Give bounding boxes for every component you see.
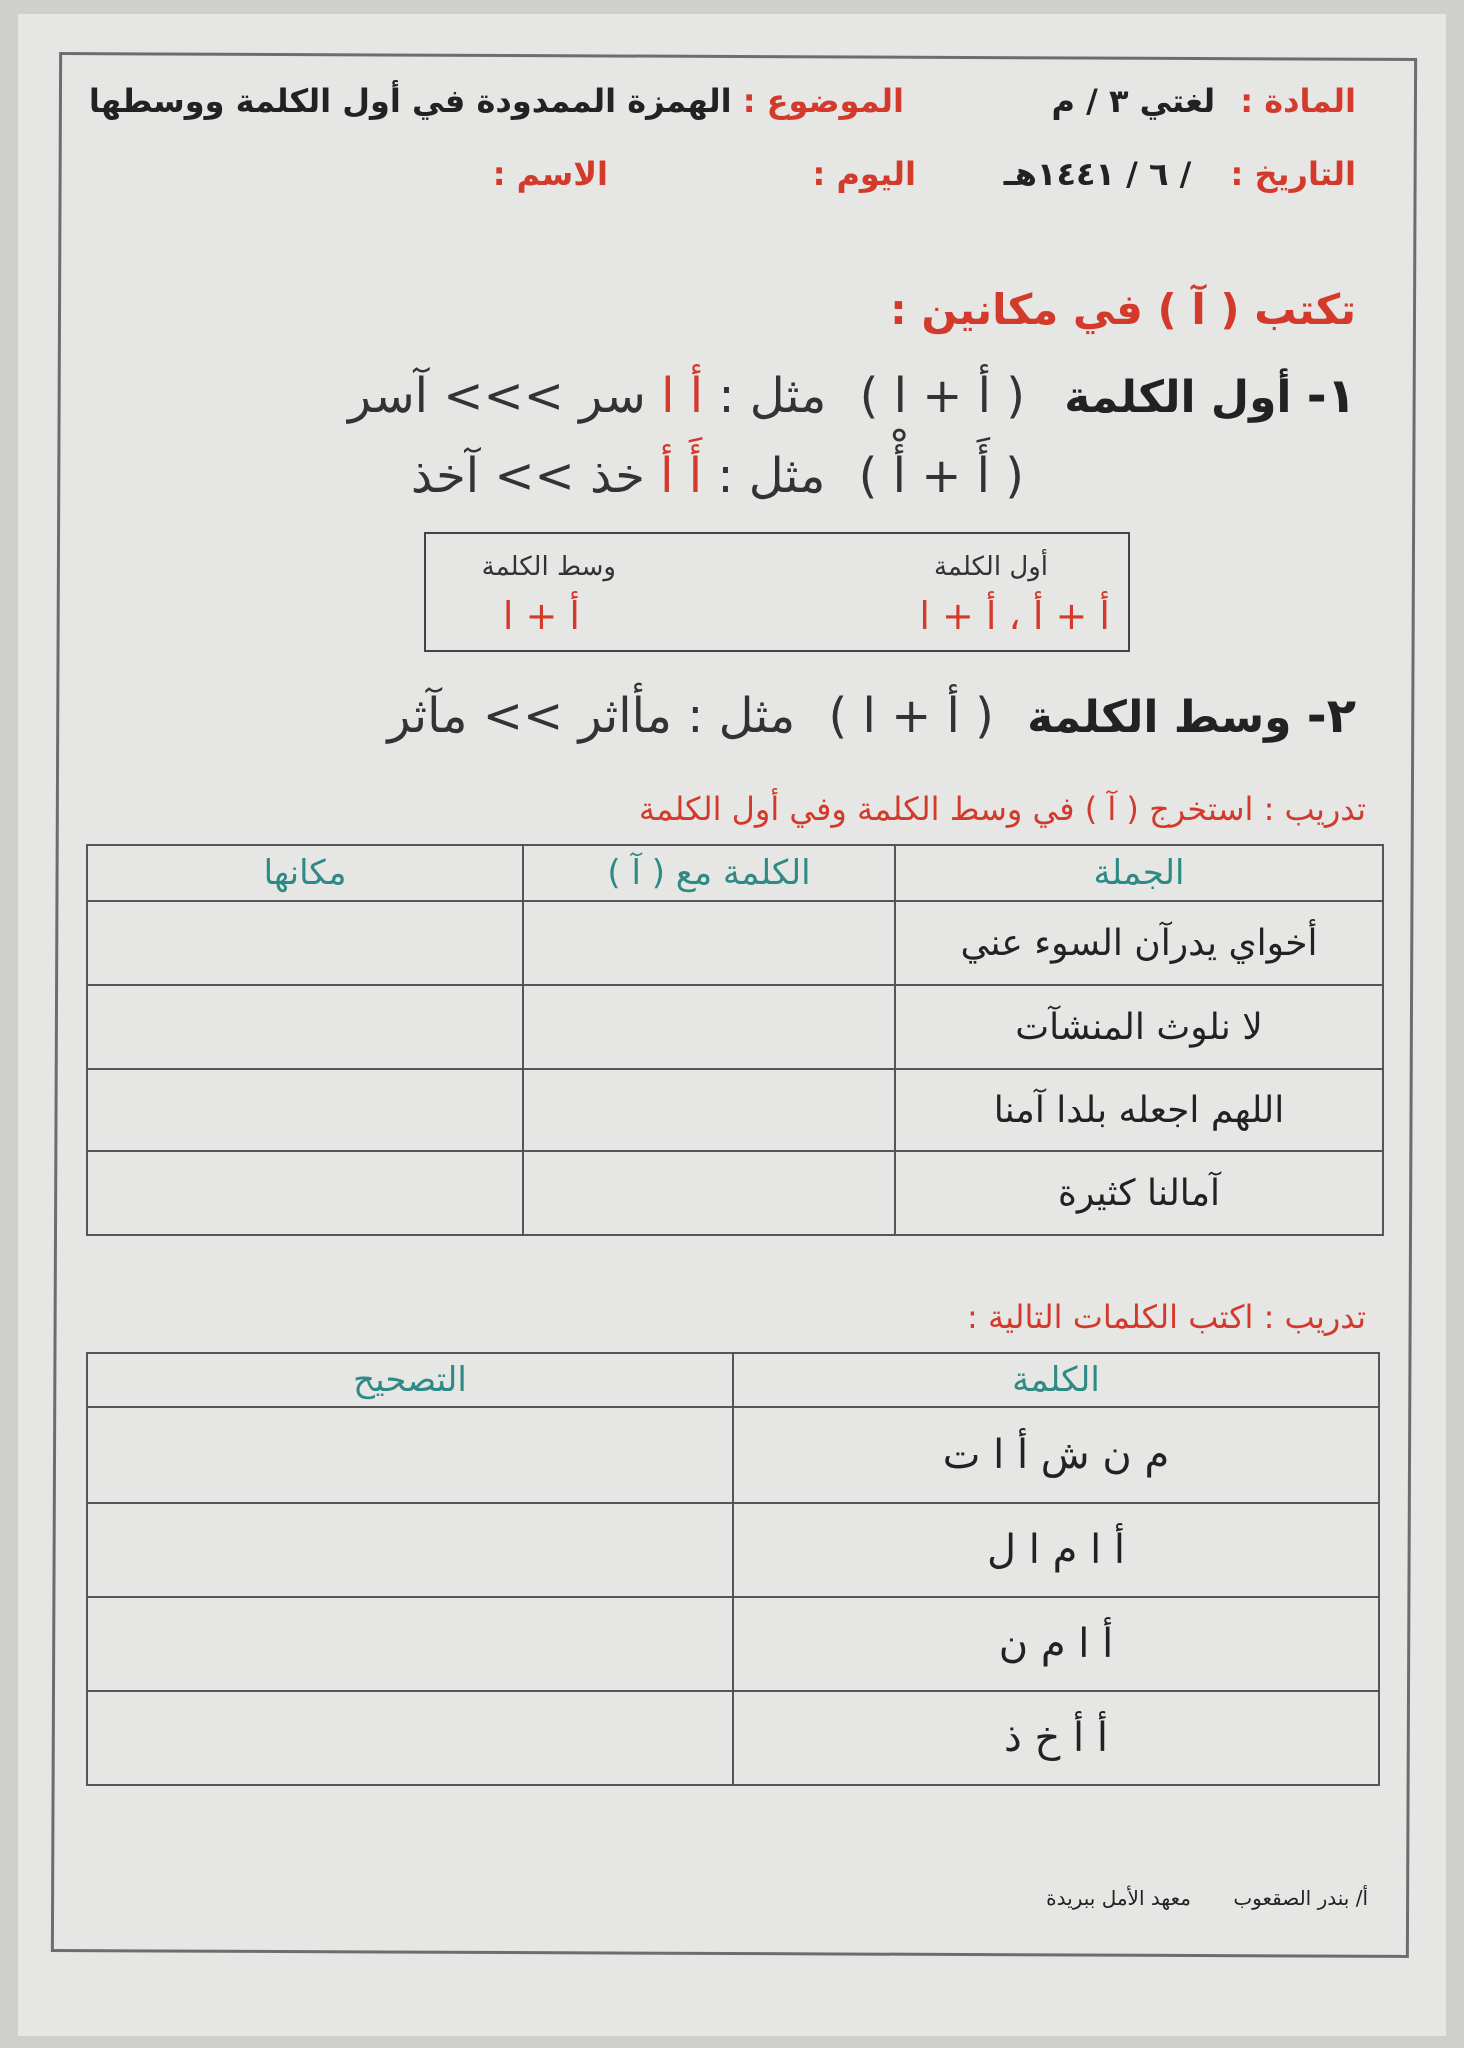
- rule2-title: وسط الكلمة: [1027, 692, 1292, 743]
- rule2-example-label: مثل :: [687, 688, 796, 744]
- correction-cell[interactable]: [87, 1503, 733, 1597]
- rule2-line: [387, 688, 1356, 744]
- rule1-example-b-parts: أَ أ: [660, 448, 703, 504]
- exercise2-table: [86, 1352, 1380, 1786]
- table-row: [87, 1069, 1383, 1151]
- summary-middle-formula: أ + ا: [502, 594, 580, 638]
- answer-word-cell[interactable]: [523, 901, 895, 985]
- sentence-cell: آمالنا كثيرة: [895, 1151, 1383, 1235]
- table-row: [87, 1503, 1379, 1597]
- rule1-formula-a: ( أ + ا ): [859, 368, 1025, 424]
- summary-start-title: أول الكلمة: [933, 552, 1048, 582]
- summary-box: [424, 532, 1130, 652]
- subject-value: لغتي ٣ / م: [1051, 82, 1216, 120]
- rule1-line-a: [348, 368, 1356, 424]
- intro-heading: تكتب ( آ ) في مكانين :: [889, 285, 1356, 334]
- rule1-example-a-parts: أ ا: [661, 368, 704, 424]
- sentence-cell: أخواي يدرآن السوء عني: [895, 901, 1383, 985]
- answer-position-cell[interactable]: [87, 1069, 523, 1151]
- answer-word-cell[interactable]: [523, 985, 895, 1069]
- exercise1-header-position: مكانها: [87, 845, 523, 901]
- table-row: [87, 1597, 1379, 1691]
- exercise2-header-word: الكلمة: [733, 1353, 1379, 1407]
- rule1-example-b-rest: خذ >> آخذ: [410, 448, 645, 504]
- answer-position-cell[interactable]: [87, 1151, 523, 1235]
- footer: [1046, 1886, 1368, 1910]
- correction-cell[interactable]: [87, 1597, 733, 1691]
- topic-label: الموضوع :: [742, 82, 904, 120]
- correction-cell[interactable]: [87, 1691, 733, 1785]
- topic-field: [89, 82, 904, 120]
- scrambled-word-cell: أ ا م ن: [733, 1597, 1379, 1691]
- scrambled-word-cell: م ن ش أ ا ت: [733, 1407, 1379, 1503]
- rule2-number: ٢-: [1306, 688, 1356, 744]
- rule2-example: مأاثر >> مآثر: [387, 688, 672, 744]
- day-label: اليوم :: [812, 155, 916, 193]
- date-label: التاريخ :: [1230, 155, 1356, 193]
- topic-value: الهمزة الممدودة في أول الكلمة ووسطها: [88, 82, 732, 120]
- subject-label: المادة :: [1240, 82, 1356, 120]
- date-value: / ٦ / ١٤٤١هـ: [1003, 155, 1192, 193]
- answer-position-cell[interactable]: [87, 901, 523, 985]
- date-field: [1004, 155, 1356, 193]
- rule1-example-a-label: مثل :: [718, 368, 827, 424]
- answer-position-cell[interactable]: [87, 985, 523, 1069]
- rule1-example-b-label: مثل :: [717, 448, 826, 504]
- answer-word-cell[interactable]: [523, 1151, 895, 1235]
- exercise1-title: تدريب : استخرج ( آ ) في وسط الكلمة وفي أول الكلمة: [638, 790, 1366, 828]
- exercise1-table: [86, 844, 1384, 1236]
- scrambled-word-cell: أ ا م ا ل: [733, 1503, 1379, 1597]
- table-row: [87, 901, 1383, 985]
- exercise1-header-sentence: الجملة: [895, 845, 1383, 901]
- subject-field: [1052, 82, 1356, 120]
- summary-middle-title: وسط الكلمة: [481, 552, 616, 582]
- name-label: الاسم :: [492, 155, 608, 193]
- exercise2-header-correction: التصحيح: [87, 1353, 733, 1407]
- table-row: [87, 1151, 1383, 1235]
- sentence-cell: اللهم اجعله بلدا آمنا: [895, 1069, 1383, 1151]
- correction-cell[interactable]: [87, 1407, 733, 1503]
- exercise2-title: تدريب : اكتب الكلمات التالية :: [967, 1298, 1366, 1336]
- exercise1-header-row: [87, 845, 1383, 901]
- footer-school: معهد الأمل ببريدة: [1046, 1886, 1191, 1910]
- table-row: [87, 1407, 1379, 1503]
- answer-word-cell[interactable]: [523, 1069, 895, 1151]
- exercise2-header-row: [87, 1353, 1379, 1407]
- rule1-example-a-rest: سر >>> آسر: [347, 368, 646, 424]
- rule1-title: أول الكلمة: [1064, 372, 1292, 423]
- rule1-formula-b: ( أَ + أْ ): [858, 448, 1024, 504]
- summary-start-formula: أ + أ ، أ + ا: [919, 594, 1110, 638]
- table-row: [87, 1691, 1379, 1785]
- footer-teacher: أ/ بندر الصقعوب: [1233, 1886, 1368, 1910]
- sentence-cell: لا نلوث المنشآت: [895, 985, 1383, 1069]
- scrambled-word-cell: أ أ خ ذ: [733, 1691, 1379, 1785]
- rule1-number: ١-: [1306, 368, 1356, 424]
- exercise1-header-word: الكلمة مع ( آ ): [523, 845, 895, 901]
- rule2-formula: ( أ + ا ): [828, 688, 994, 744]
- table-row: [87, 985, 1383, 1069]
- rule1-line-b: [411, 448, 1024, 504]
